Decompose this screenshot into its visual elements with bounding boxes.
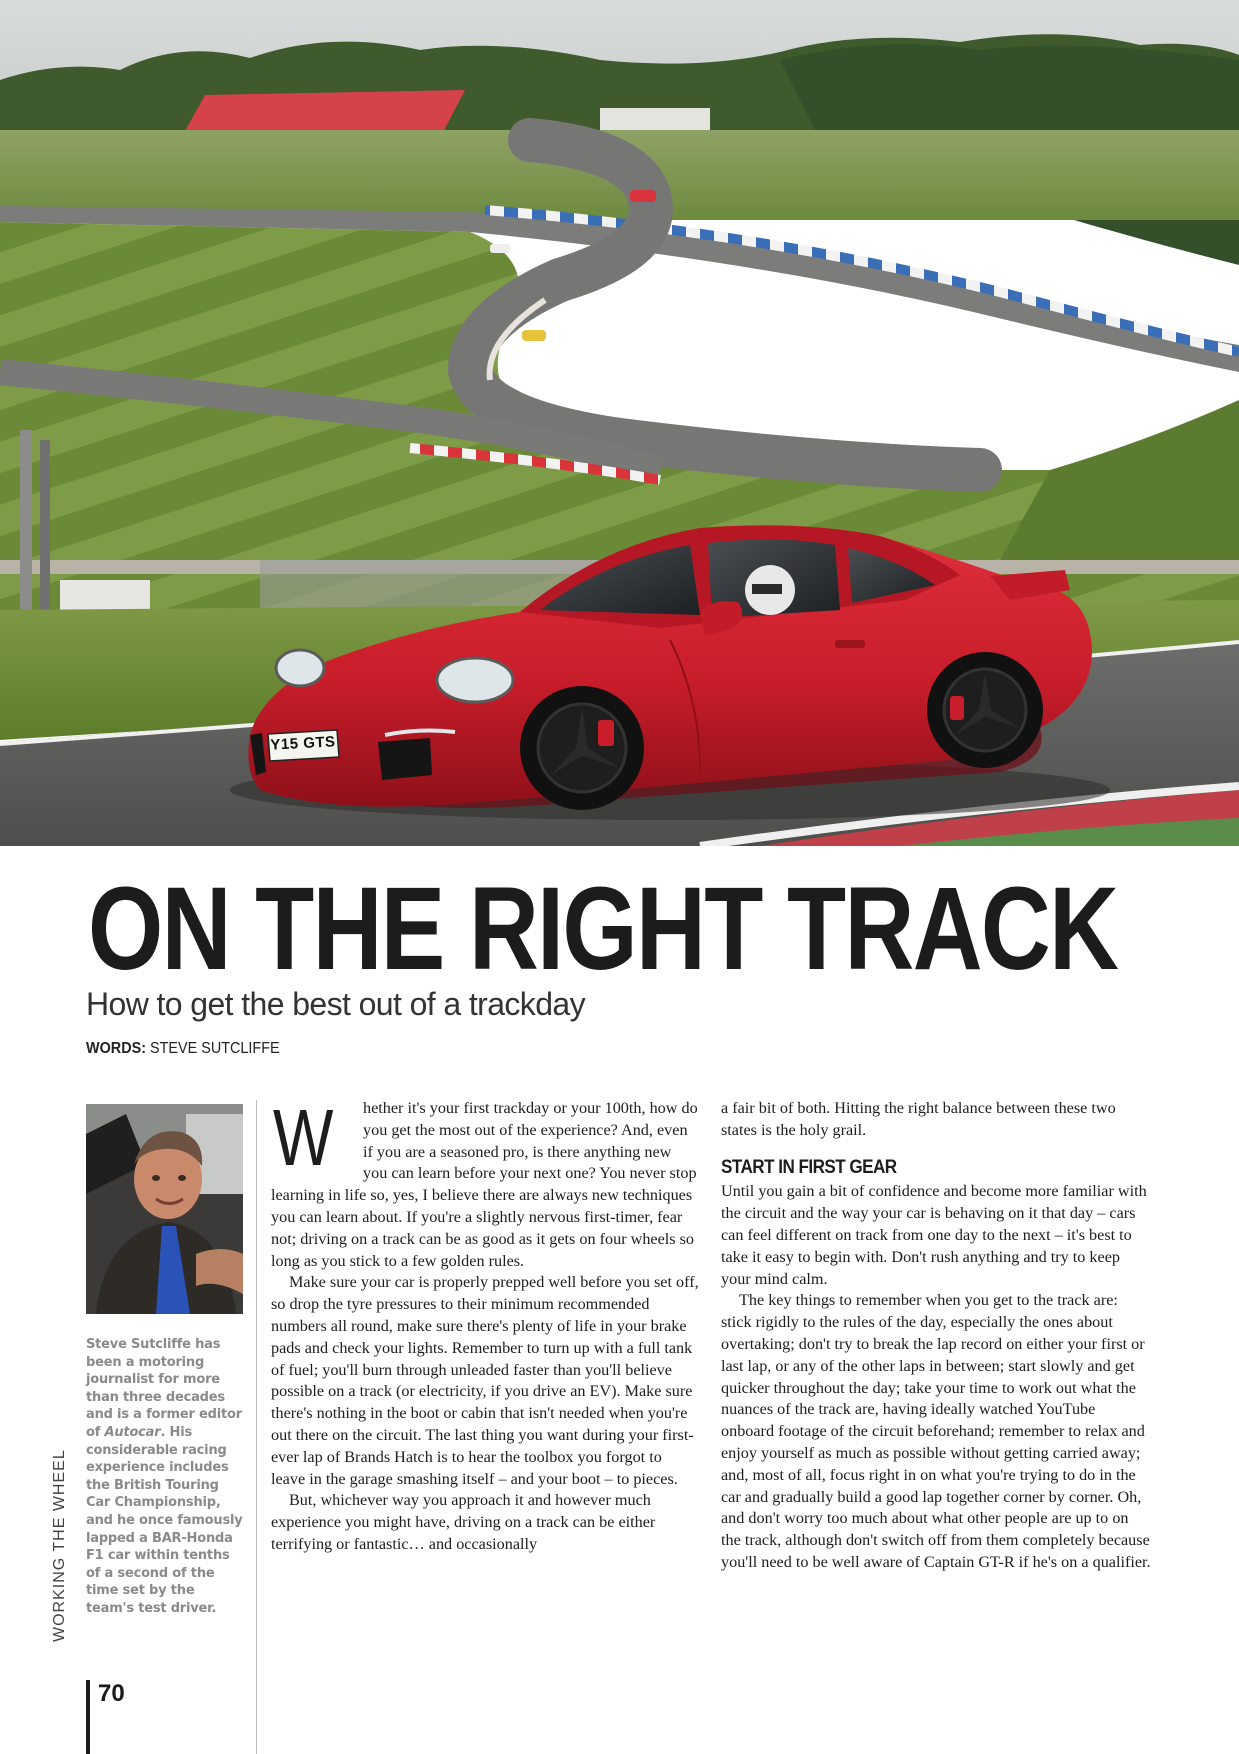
hero-photo [0,0,1239,846]
byline [86,1040,280,1058]
race-track-scene [0,0,1239,846]
number-plate: Y15 GTS [269,733,336,754]
article-subheading: START IN FIRST GEAR [721,1156,897,1178]
page-number: 70 [98,1680,125,1707]
article-column-2 [721,1098,1151,1574]
byline-author: STEVE SUTCLIFFE [149,1040,280,1057]
article-paragraph: a fair bit of both. Hitting the right balance between these two states is the holy grail. [721,1099,1116,1139]
author-bio [86,1336,246,1618]
article-paragraph-text: hether it's your first trackday or your 100th, how do you get the most out of the experience? And, even if you are a seasoned pro, is there anything new you can learn before your next one? You never stop learning in life so, yes, I believe there are always new techniques you can learn about. If you're a slightly nervous first-timer, fear not; driving on a track can be as good as it gets on four wheels so long as you stick to a few golden rules. [271,1099,698,1270]
byline-label: WORDS: [86,1040,146,1057]
author-photo-graphic [86,1104,243,1314]
article-paragraph: The key things to remember when you get to the track are: stick rigidly to the rules of the day, especially the ones about overtaking; don't try to break the lap record on either your first or last lap, or any of the other laps in between; start slowly and get quicker throughout the day; take your time to work out what the nuances of the track are, having ideally watched YouTube onboard footage of the circuit beforehand; remember to relax and enjoy yourself as much as possible without getting carried away; and, most of all, focus right in on what you're trying to do in the car and gradually build a good lap together corner by corner. Oh, and don't worry too much about what other people are up to on the track, although don't switch off from them completely because you'll need to be well aware of Captain GT-R if he's on a qualifier. [721,1291,1151,1571]
article-column-1 [271,1093,699,1556]
author-bio-text-continued: . His considerable racing experience includes the British Touring Car Championship, and he once famously lapped a BAR-Honda F1 car within tenths of a second of the time set by the team's test driver. [86,1424,243,1616]
page-number-bar [86,1680,90,1754]
author-bio-publication: Autocar [104,1424,161,1440]
article-paragraph: Until you gain a bit of confidence and become more familiar with the circuit and the way your car is behaving on it that day – cars can feel different on track from one day to the next – it's best to take it easy to begin with. Don't rush anything and try to keep your mind calm. [721,1182,1147,1288]
article-paragraph [271,1093,699,1272]
author-bio-text: Steve Sutcliffe has been a motoring journalist for more than three decades and is a former editor of [86,1337,242,1440]
article-paragraph: Make sure your car is properly prepped well before you set off, so drop the tyre pressures to their minimum recommended numbers all round, make sure there's plenty of life in your brake pads and check your lights. Remember to turn up with a full tank of fuel; you'll burn through unleaded faster than you'll believe possible on a track (or electricity, if you drive an EV). Make sure there's nothing in the boot or cabin that isn't needed when you're out there on the circuit. The last thing you want during your first-ever lap of Brands Hatch is to hear the toolbox you forgot to leave in the garage smashing itself – and your boot – to pieces. [271,1273,699,1488]
section-label: WORKING THE WHEEL [51,1449,68,1642]
drop-cap: W [273,1093,334,1182]
headline: ON THE RIGHT TRACK [88,863,1118,995]
column-divider [256,1100,257,1754]
author-portrait [86,1104,243,1314]
article-paragraph: But, whichever way you approach it and however much experience you might have, driving on a track can be either terrifying or fantastic… and occasionally [271,1491,656,1553]
standfirst: How to get the best out of a trackday [86,986,585,1022]
